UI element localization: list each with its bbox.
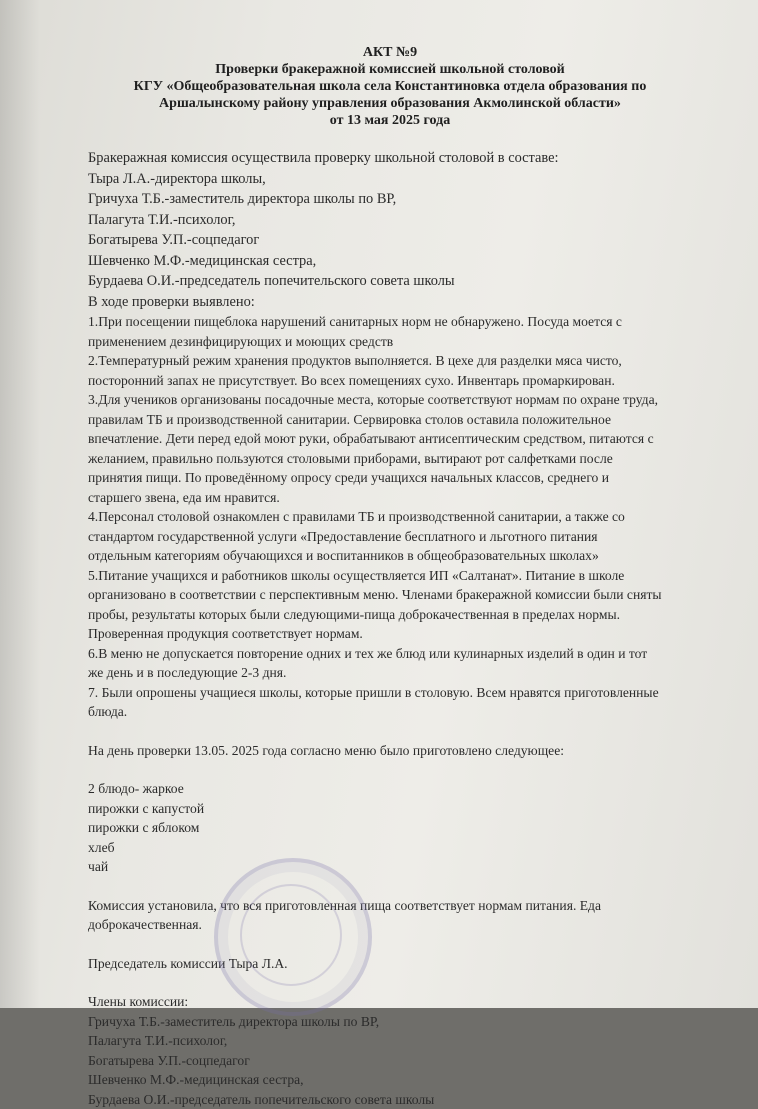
finding-line: же день и в последующие 2-3 дня.: [88, 663, 728, 683]
act-number: АКТ №9: [60, 44, 720, 61]
finding-line: 1.При посещении пищеблока нарушений санитарных норм не обнаружено. Посуда моется с: [88, 312, 728, 332]
signature-member: Шевченко М.Ф.-медицинская сестра,: [88, 1070, 728, 1090]
finding-line: старшего звена, еда им нравится.: [88, 488, 728, 508]
findings-intro: В ходе проверки выявлено:: [88, 292, 728, 313]
page-shadow: [0, 0, 40, 1008]
finding-line: принятия пищи. По проведённому опросу среди учащихся начальных классов, среднего и: [88, 468, 728, 488]
conclusion-line: доброкачественная.: [88, 915, 728, 935]
act-date: от 13 мая 2025 года: [60, 112, 720, 129]
commission-member: Гричуха Т.Б.-заместитель директора школы по ВР,: [88, 189, 728, 210]
finding-line: Проверенная продукция соответствует нормам.: [88, 624, 728, 644]
finding-line: 5.Питание учащихся и работников школы осуществляется ИП «Салтанат». Питание в школе: [88, 566, 728, 586]
finding-5: [88, 566, 728, 644]
signature-member: Бурдаева О.И.-председатель попечительского совета школы: [88, 1090, 728, 1109]
signature-member: Палагута Т.И.-психолог,: [88, 1031, 728, 1051]
menu-item: чай: [88, 857, 728, 877]
finding-6: [88, 644, 728, 683]
school-stamp-seal: [214, 858, 372, 1016]
finding-line: отдельным категориям обучающихся и воспитанников в общеобразовательных школах»: [88, 546, 728, 566]
finding-line: 6.В меню не допускается повторение одних и тех же блюд или кулинарных изделий в один и тот: [88, 644, 728, 664]
finding-line: правилам ТБ и производственной санитарии. Сервировка столов оставила положительное: [88, 410, 728, 430]
menu-item: пирожки с яблоком: [88, 818, 728, 838]
commission-intro: Бракеражная комиссия осуществила проверку школьной столовой в составе:: [88, 148, 728, 169]
stamp-inner-ring: [240, 884, 342, 986]
menu-item: 2 блюдо- жаркое: [88, 779, 728, 799]
commission-member: Шевченко М.Ф.-медицинская сестра,: [88, 251, 728, 272]
finding-line: 4.Персонал столовой ознакомлен с правилами ТБ и производственной санитарии, а также со: [88, 507, 728, 527]
finding-line: посторонний запах не присутствует. Во всех помещениях сухо. Инвентарь промаркирован.: [88, 371, 728, 391]
signature-member: Гричуха Т.Б.-заместитель директора школы по ВР,: [88, 1012, 728, 1032]
finding-line: 3.Для учеников организованы посадочные места, которые соответствуют нормам по охране труда,: [88, 390, 728, 410]
finding-line: применением дезинфицирующих и моющих средств: [88, 332, 728, 352]
finding-line: 7. Были опрошены учащиеся школы, которые пришли в столовую. Всем нравятся приготовленные: [88, 683, 728, 703]
signature-member: Богатырева У.П.-соцпедагог: [88, 1051, 728, 1071]
school-name-line1: КГУ «Общеобразовательная школа села Константиновка отдела образования по: [60, 78, 720, 95]
chairman-signature: Председатель комиссии Тыра Л.А.: [88, 954, 728, 974]
finding-line: организовано в соответствии с перспективным меню. Членами бракеражной комиссии были сняты: [88, 585, 728, 605]
finding-7: [88, 683, 728, 722]
act-body: [88, 148, 728, 1109]
conclusion-line: Комиссия установила, что вся приготовленная пища соответствует нормам питания. Еда: [88, 896, 728, 916]
commission-member: Богатырева У.П.-соцпедагог: [88, 230, 728, 251]
act-header: [60, 44, 720, 129]
finding-3: [88, 390, 728, 507]
commission-member: Палагута Т.И.-психолог,: [88, 210, 728, 231]
act-title: Проверки бракеражной комиссией школьной столовой: [60, 61, 720, 78]
menu-item: пирожки с капустой: [88, 799, 728, 819]
finding-line: пробы, результаты которых были следующими-пища доброкачественная в пределах нормы.: [88, 605, 728, 625]
menu-intro: На день проверки 13.05. 2025 года согласно меню было приготовлено следующее:: [88, 741, 728, 761]
commission-member: Бурдаева О.И.-председатель попечительского совета школы: [88, 271, 728, 292]
finding-2: [88, 351, 728, 390]
finding-line: стандартом государственной услуги «Предоставление бесплатного и льготного питания: [88, 527, 728, 547]
finding-line: впечатление. Дети перед едой моют руки, обрабатывают антисептическим средством, питаются с: [88, 429, 728, 449]
commission-member: Тыра Л.А.-директора школы,: [88, 169, 728, 190]
finding-4: [88, 507, 728, 566]
finding-line: 2.Температурный режим хранения продуктов выполняется. В цехе для разделки мяса чисто,: [88, 351, 728, 371]
finding-1: [88, 312, 728, 351]
members-title: Члены комиссии:: [88, 992, 728, 1012]
finding-line: блюда.: [88, 702, 728, 722]
finding-line: желанием, правильно пользуются столовыми приборами, вытирают рот салфетками после: [88, 449, 728, 469]
school-name-line2: Аршалынскому району управления образования Акмолинской области»: [60, 95, 720, 112]
menu-item: хлеб: [88, 838, 728, 858]
